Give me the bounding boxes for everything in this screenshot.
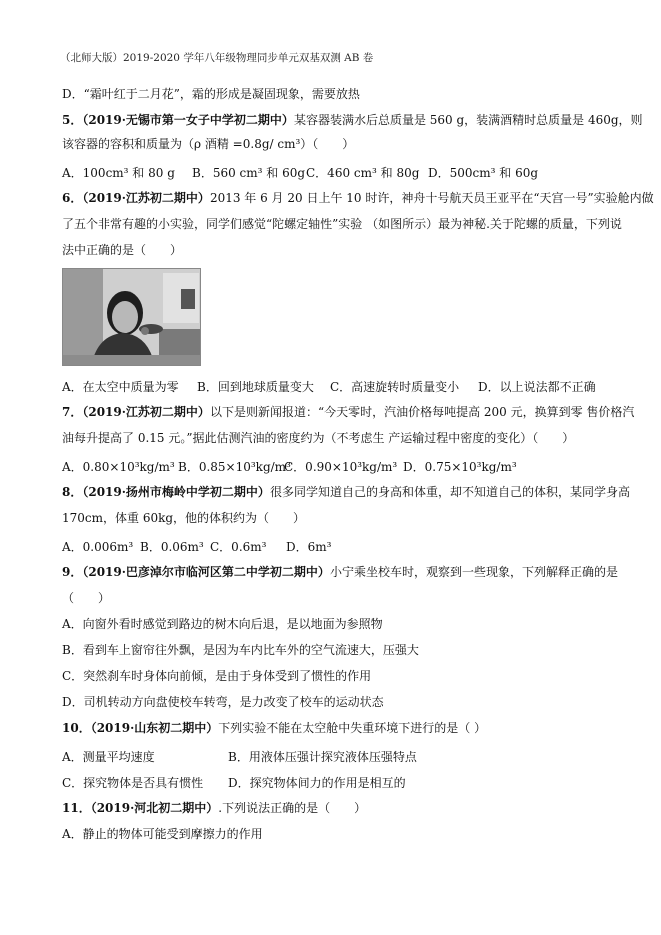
question-9-option-b: B．看到车上窗帘往外飘，是因为车内比车外的空气流速大，压强大 — [62, 643, 419, 657]
question-6-option-d: D．以上说法都不正确 — [478, 380, 596, 394]
question-6-line-3: 法中正确的是（ ） — [62, 243, 183, 257]
page-header: （北师大版）2019-2020 学年八年级物理同步单元双基双测 AB 卷 — [60, 52, 374, 64]
question-11-line-1 — [62, 800, 366, 816]
question-5-line-2: 该容器的容积和质量为（ρ 酒精 =0.8g/ cm³）（ ） — [62, 137, 355, 151]
photo-illustration — [63, 269, 201, 366]
question-7-line-1 — [62, 404, 634, 420]
question-7-source: （2019·江苏初二期中） — [82, 405, 210, 419]
question-5-source: （2019·无锡市第一女子中学初二期中） — [82, 113, 294, 127]
question-6-option-b: B．回到地球质量变大 — [197, 380, 314, 394]
question-11-option-a: A．静止的物体可能受到摩擦力的作用 — [62, 827, 263, 841]
question-10-option-c: C．探究物体是否具有惯性 — [62, 776, 204, 790]
question-7-option-c: C．0.90×10³kg/m³ — [284, 460, 398, 474]
question-11-number: 11． — [62, 801, 91, 815]
question-7-number: 7． — [62, 405, 83, 419]
question-5-number: 5． — [62, 113, 83, 127]
question-10-line-1 — [62, 720, 486, 736]
question-8-option-d: D．6m³ — [286, 540, 332, 554]
question-6-line-1 — [62, 190, 654, 206]
question-9-option-a: A．向窗外看时感觉到路边的树木向后退，是以地面为参照物 — [62, 617, 383, 631]
question-6-number: 6． — [62, 191, 83, 205]
question-10-option-d: D．探究物体间力的作用是相互的 — [228, 776, 406, 790]
question-10-text-1: 下列实验不能在太空舱中失重环境下进行的是（ ） — [218, 721, 487, 735]
question-5-line-1 — [62, 112, 643, 128]
question-8-option-b: B．0.06m³ — [140, 540, 204, 554]
question-9-number: 9． — [62, 565, 83, 579]
question-10-option-a: A．测量平均速度 — [62, 750, 155, 764]
question-8-option-c: C．0.6m³ — [210, 540, 267, 554]
question-10-option-b: B．用液体压强计探究液体压强特点 — [228, 750, 417, 764]
question-8-number: 8． — [62, 485, 83, 499]
question-8-line-2: 170cm，体重 60kg，他的体积约为（ ） — [62, 511, 306, 525]
question-6-option-c: C．高速旋转时质量变小 — [330, 380, 460, 394]
q4-option-d: D．“霜叶红于二月花”，霜的形成是凝固现象，需要放热 — [62, 87, 360, 101]
question-7-text-1: 以下是则新闻报道：“今天零时，汽油价格每吨提高 200 元，换算到零 售价格汽 — [209, 405, 635, 419]
question-5-option-d: D．500cm³ 和 60g — [428, 166, 539, 180]
question-9-line-1 — [62, 564, 618, 580]
question-7-option-d: D．0.75×10³kg/m³ — [403, 460, 517, 474]
question-8-option-a: A．0.006m³ — [62, 540, 134, 554]
question-9-line-2: （ ） — [62, 591, 111, 605]
question-7-option-a: A．0.80×10³kg/m³ — [62, 460, 175, 474]
question-8-source: （2019·扬州市梅岭中学初二期中） — [82, 485, 270, 499]
question-6-line-2: 了五个非常有趣的小实验，同学们感觉“陀螺定轴性”实验 （如图所示）最为神秘.关于陀螺的质量，下列说 — [62, 217, 622, 231]
question-6-source: （2019·江苏初二期中） — [82, 191, 210, 205]
question-9-source: （2019·巴彦淖尔市临河区第二中学初二期中） — [82, 565, 330, 579]
astronaut-gyroscope-photo — [62, 268, 201, 366]
question-11-source: （2019·河北初二期中） — [90, 801, 219, 815]
question-5-option-b: B．560 cm³ 和 60g — [192, 166, 306, 180]
question-9-text-1: 小宁乘坐校车时，观察到一些现象，下列解释正确的是 — [329, 565, 618, 579]
question-10-source: （2019·山东初二期中） — [90, 721, 219, 735]
question-7-line-2: 油每升提高了 0.15 元。”据此估测汽油的密度约为（不考虑生 产运输过程中密度的变化）（ ） — [62, 431, 575, 445]
question-6-option-a: A．在太空中质量为零 — [62, 380, 179, 394]
question-5-option-a: A．100cm³ 和 80 g — [62, 166, 175, 180]
question-11-text-1: .下列说法正确的是（ ） — [218, 801, 367, 815]
question-7-option-b: B．0.85×10³kg/m³ — [178, 460, 291, 474]
question-8-text-1: 很多同学知道自己的身高和体重，却不知道自己的体积，某同学身高 — [269, 485, 630, 499]
question-5-text-1: 某容器装满水后总质量是 560 g，装满酒精时总质量是 460g，则 — [293, 113, 643, 127]
question-9-option-c: C．突然刹车时身体向前倾，是由于身体受到了惯性的作用 — [62, 669, 372, 683]
question-10-number: 10． — [62, 721, 91, 735]
question-9-option-d: D．司机转动方向盘使校车转弯，是力改变了校车的运动状态 — [62, 695, 384, 709]
question-6-text-1: 2013 年 6 月 20 日上午 10 时许，神舟十号航天员王亚平在“天宫一号”实验舱内做 — [209, 191, 654, 205]
question-5-option-c: C．460 cm³ 和 80g — [306, 166, 420, 180]
question-8-line-1 — [62, 484, 630, 500]
